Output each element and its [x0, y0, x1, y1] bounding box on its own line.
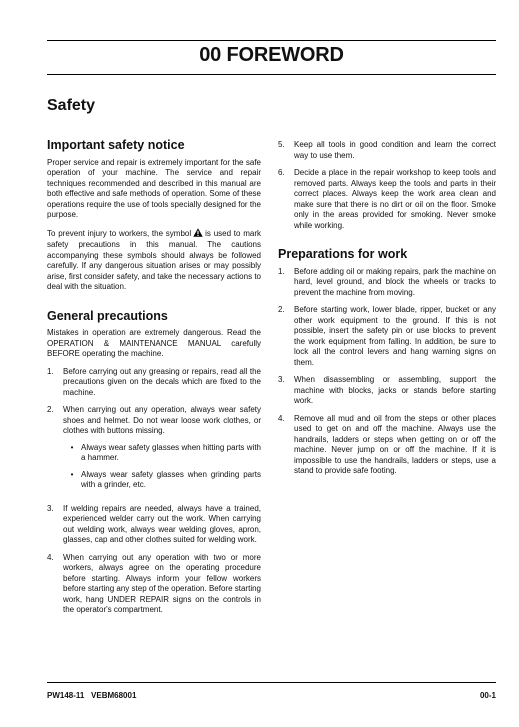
para2-before-icon: To prevent injury to workers, the symbol	[47, 228, 192, 238]
para2-after-icon: is used to mark safety precautions in this manual. The cautions accompanying these symbols should always be followed carefully. If any dangerous situation arises or may possibly arise, first consider safety, and take the necessary actions to deal with the situation.	[47, 228, 261, 291]
right-column	[278, 140, 496, 484]
item-number: 2.	[47, 405, 54, 414]
header-rule-bottom	[47, 74, 496, 75]
warning-triangle-icon	[193, 228, 203, 241]
footer-doc-info	[47, 691, 136, 700]
item-text: Decide a place in the repair workshop to keep tools and removed parts. Always keep the tools and parts in their correct places. Always keep the work area clean and make sure that there is no dirt or oil on the floor. Smoke only in the areas provided for smoking. Never smoke while working.	[294, 168, 496, 230]
list-item	[278, 414, 496, 477]
item-text: When carrying out any operation, always wear safety shoes and helmet. Do not wear loose work clothes, or clothes with buttons missing.	[63, 405, 261, 435]
header-rule-top	[47, 40, 496, 41]
list-item	[278, 140, 496, 161]
page-number: 00-1	[479, 691, 496, 700]
item-number: 2.	[278, 305, 285, 314]
important-notice-heading: Important safety notice	[47, 138, 185, 152]
item-text: If welding repairs are needed, always have a trained, experienced welder carry out the work. When carrying out welding work, always wear welding gloves, apron, glasses, cap and other clothes suited for welding work.	[63, 503, 261, 544]
list-item	[47, 367, 261, 399]
chapter-title: 00 FOREWORD	[199, 44, 344, 66]
list-item	[278, 305, 496, 368]
item-text: When disassembling or assembling, support the machine with blocks, jacks or stands before starting work.	[294, 375, 496, 405]
sub-list-item	[63, 470, 261, 491]
item-body	[63, 405, 261, 497]
list-item	[278, 375, 496, 407]
item-number: 6.	[278, 168, 285, 177]
item-text: Remove all mud and oil from the steps or other places used to get on and off the machine. Always use the handrails, ladders or steps when getting on or off the machine. Never jump on or off the machine. If it is impossible to use the handrails, ladders or steps, use a stand to provide safe footing.	[294, 413, 496, 475]
list-item	[278, 168, 496, 231]
item-number: 4.	[278, 413, 285, 423]
left-column	[47, 140, 261, 623]
item-number: 5.	[278, 140, 285, 149]
sub-list-item	[63, 443, 261, 464]
sub-item-text: Always wear safety glasses when hitting parts with a hammer.	[81, 442, 261, 462]
item-number: 4.	[47, 552, 54, 562]
item-text: When carrying out any operation with two or more workers, always agree on the operating procedure before starting. Always inform your fellow workers before starting any step of the operation. Before starting work, hang UNDER REPAIR signs on the controls in the operator's compartment.	[63, 552, 261, 614]
item-text: Before adding oil or making repairs, park the machine on hard, level ground, and block the wheels or tracks to prevent the machine from moving.	[294, 266, 496, 297]
item-number: 3.	[278, 375, 285, 384]
bullet-icon: •	[70, 469, 74, 479]
section-title: Safety	[47, 97, 96, 114]
item-number: 1.	[47, 366, 54, 376]
item-text: Before starting work, lower blade, ripper, bucket or any other work equipment to the ground. If this is not possible, insert the safety pin or use blocks to prevent the work equipment from falling. In addition, be sure to lock all the control levers and hang warning signs on them.	[294, 305, 496, 367]
footer-model: PW148-11	[47, 691, 85, 700]
important-notice-para2	[47, 228, 261, 293]
preparations-heading: Preparations for work	[278, 247, 408, 261]
general-precautions-heading: General precautions	[47, 308, 168, 323]
list-item	[47, 405, 261, 497]
item-text: Before carrying out any greasing or repairs, read all the precautions given on the decals which are fixed to the machine.	[63, 366, 261, 397]
footer-rule	[47, 682, 496, 683]
list-item	[47, 504, 261, 546]
item-number: 1.	[278, 266, 285, 276]
footer-doc-code: VEBM68001	[91, 691, 137, 700]
item-number: 3.	[47, 503, 54, 513]
general-precautions-intro: Mistakes in operation are extremely dangerous. Read the OPERATION & MAINTENANCE MANUAL carefully BEFORE operating the machine.	[47, 328, 261, 358]
important-notice-para1: Proper service and repair is extremely important for the safe operation of your machine. The service and repair techniques recommended and described in this manual are both effective and safe methods of operation. Some of these operations require the use of tools specially designed for the purpose.	[47, 157, 261, 219]
bullet-icon: •	[70, 442, 74, 452]
sub-item-text: Always wear safety glasses when grinding parts with a grinder, etc.	[81, 469, 261, 489]
list-item	[47, 553, 261, 616]
item-text: Keep all tools in good condition and learn the correct way to use them.	[294, 140, 496, 160]
list-item	[278, 267, 496, 299]
